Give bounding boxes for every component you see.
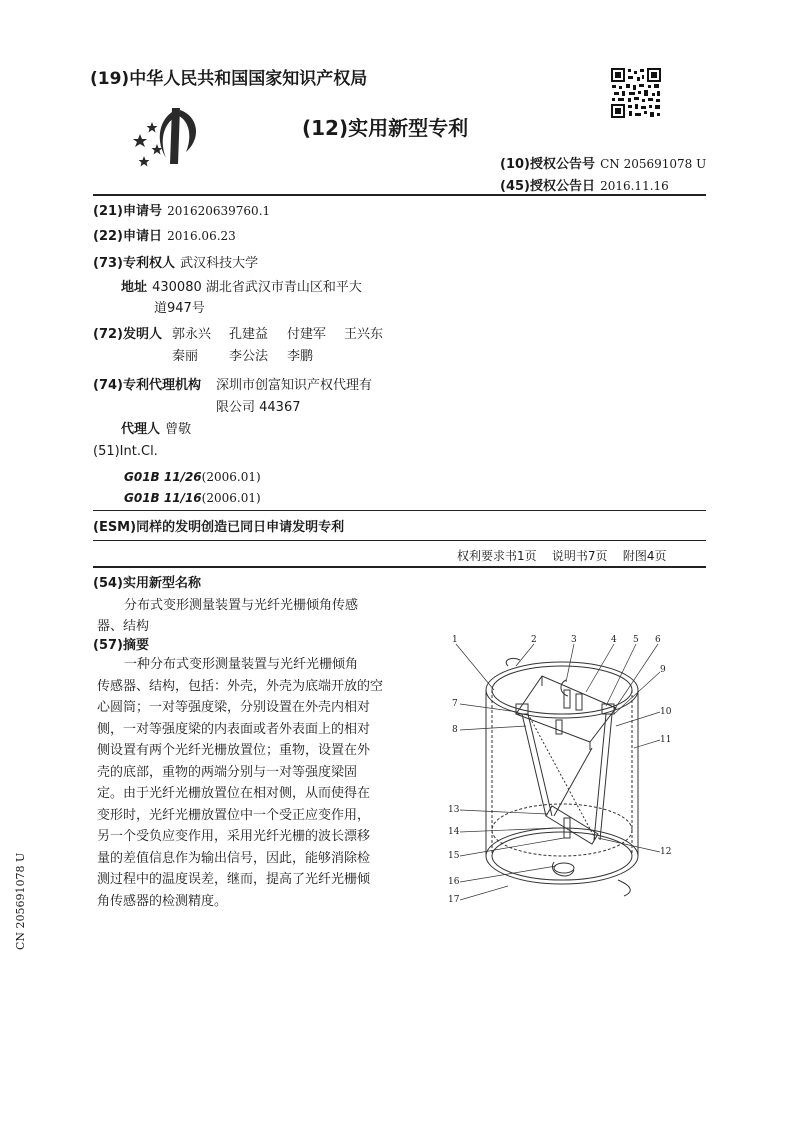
pub-date: 2016.11.16 — [600, 179, 669, 193]
side-document-id: CN 205691078 U — [14, 852, 27, 950]
agency-line-2: 限公司 44367 — [216, 400, 301, 415]
page-counts — [457, 547, 666, 564]
figure-label: 6 — [655, 635, 661, 645]
cnipa-logo — [132, 104, 207, 172]
figure-label: 1 — [452, 635, 458, 645]
description-count: 说明书7页 — [551, 549, 608, 563]
filing-date-row — [93, 225, 236, 244]
figure-label: 16 — [448, 877, 460, 887]
figure-label: 8 — [452, 725, 458, 735]
divider — [93, 510, 706, 511]
abstract-label: (57)摘要 — [93, 638, 149, 653]
agent-name: 曾敬 — [165, 422, 192, 437]
owner-label: (73)专利权人 — [93, 256, 175, 271]
office-name: (19)中华人民共和国国家知识产权局 — [90, 69, 368, 89]
pub-date-label: (45)授权公告日 — [500, 179, 595, 194]
ipc-version: (2006.01) — [201, 491, 261, 505]
ipc-code: G01B 11/26 — [124, 470, 202, 484]
abstract-line: 一种分布式变形测量装置与光纤光栅倾角 — [124, 657, 359, 672]
utility-model-title-label: (54)实用新型名称 — [93, 576, 201, 591]
figure-label: 10 — [660, 707, 672, 717]
application-number-row — [93, 200, 270, 219]
pub-number: CN 205691078 U — [600, 157, 707, 171]
inventor-label: (72)发明人 — [93, 327, 162, 342]
agent-label: 代理人 — [121, 422, 161, 437]
device-drawing — [446, 630, 686, 920]
inventor-name: 李鹏 — [287, 349, 314, 364]
address-line-1: 430080 湖北省武汉市青山区和平大 — [152, 280, 362, 295]
utility-model-title-line-1: 分布式变形测量装置与光纤光栅倾角传感 — [124, 598, 359, 613]
abstract-line: 壳的底部，重物的两端分别与一对等强度梁固 — [97, 764, 358, 780]
divider — [93, 540, 706, 541]
figure-label: 7 — [452, 699, 458, 709]
figure-label: 5 — [633, 635, 639, 645]
agency-label: (74)专利代理机构 — [93, 378, 201, 393]
ipc-code: G01B 11/16 — [124, 491, 202, 505]
owner-row — [93, 252, 258, 271]
figure-label: 15 — [448, 851, 460, 861]
figure-label: 13 — [448, 805, 460, 815]
abstract-line: 变形时，光纤光栅放置位中一个受正应变作用， — [97, 807, 371, 823]
abstract-line: 角传感器的检测精度。 — [97, 893, 228, 909]
inventor-name: 李公法 — [229, 349, 269, 364]
filing-date: 2016.06.23 — [167, 229, 236, 243]
application-number: 201620639760.1 — [167, 204, 271, 218]
figure-label: 11 — [660, 735, 672, 745]
divider — [93, 566, 706, 568]
abstract-line: 心圆筒；一对等强度梁，分别设置在外壳内相对 — [97, 700, 371, 715]
agent-row — [121, 418, 191, 437]
filing-date-label: (22)申请日 — [93, 229, 162, 244]
pub-date-row — [500, 175, 669, 194]
esm-note: (ESM)同样的发明创造已同日申请发明专利 — [93, 520, 345, 535]
abstract-line: 侧，一对等强度梁的内表面或者外表面上的相对 — [97, 721, 371, 737]
application-number-label: (21)申请号 — [93, 204, 162, 219]
abstract-line: 量的差值信息作为输出信号，因此，能够消除检 — [97, 850, 371, 866]
abstract-line: 定。由于光纤光栅放置位在相对侧，从而使得在 — [97, 786, 371, 801]
abstract-text — [97, 654, 442, 912]
inventor-list-1 — [172, 323, 383, 342]
figure-label: 9 — [660, 665, 666, 675]
address-row — [121, 276, 362, 295]
abstract-line: 传感器、结构，包括：外壳，外壳为底端开放的空 — [97, 678, 384, 694]
address-line-2: 道947号 — [154, 301, 205, 316]
owner-name: 武汉科技大学 — [180, 256, 259, 271]
ipc-version: (2006.01) — [201, 470, 261, 484]
claims-count: 权利要求书1页 — [457, 549, 537, 563]
inventor-name: 付建军 — [287, 327, 327, 342]
figure-label: 3 — [571, 635, 577, 645]
inventor-name: 郭永兴 — [172, 327, 212, 342]
inventor-name: 王兴东 — [344, 327, 384, 342]
intcl-label: (51)Int.Cl. — [93, 444, 158, 459]
inventor-list-2 — [172, 345, 313, 364]
figure-label: 4 — [611, 635, 617, 645]
figure-label: 14 — [448, 827, 460, 837]
drawings-count: 附图4页 — [622, 549, 667, 563]
abstract-line: 测过程中的温度误差，继而，提高了光纤光栅倾 — [97, 872, 371, 887]
abstract-line: 侧设置有两个光纤光栅放置位；重物，设置在外 — [97, 743, 371, 758]
abstract-line: 另一个受负应变作用，采用光纤光栅的波长漂移 — [97, 829, 371, 844]
inventor-name: 孔建益 — [229, 327, 269, 342]
utility-model-title-line-2: 器、结构 — [97, 619, 150, 634]
pub-number-label: (10)授权公告号 — [500, 157, 595, 172]
header-divider — [93, 194, 706, 196]
figure-label: 17 — [448, 895, 460, 905]
qr-code-icon — [610, 67, 662, 119]
ipc-row — [124, 466, 261, 485]
inventor-name: 秦丽 — [172, 349, 199, 364]
address-label: 地址 — [121, 280, 148, 295]
patent-type-title: (12)实用新型专利 — [302, 116, 469, 140]
pub-number-row — [500, 153, 706, 172]
figure-label: 12 — [660, 847, 672, 857]
figure-label: 2 — [531, 635, 537, 645]
ipc-row — [124, 487, 261, 506]
agency-line-1: 深圳市创富知识产权代理有 — [216, 378, 373, 393]
